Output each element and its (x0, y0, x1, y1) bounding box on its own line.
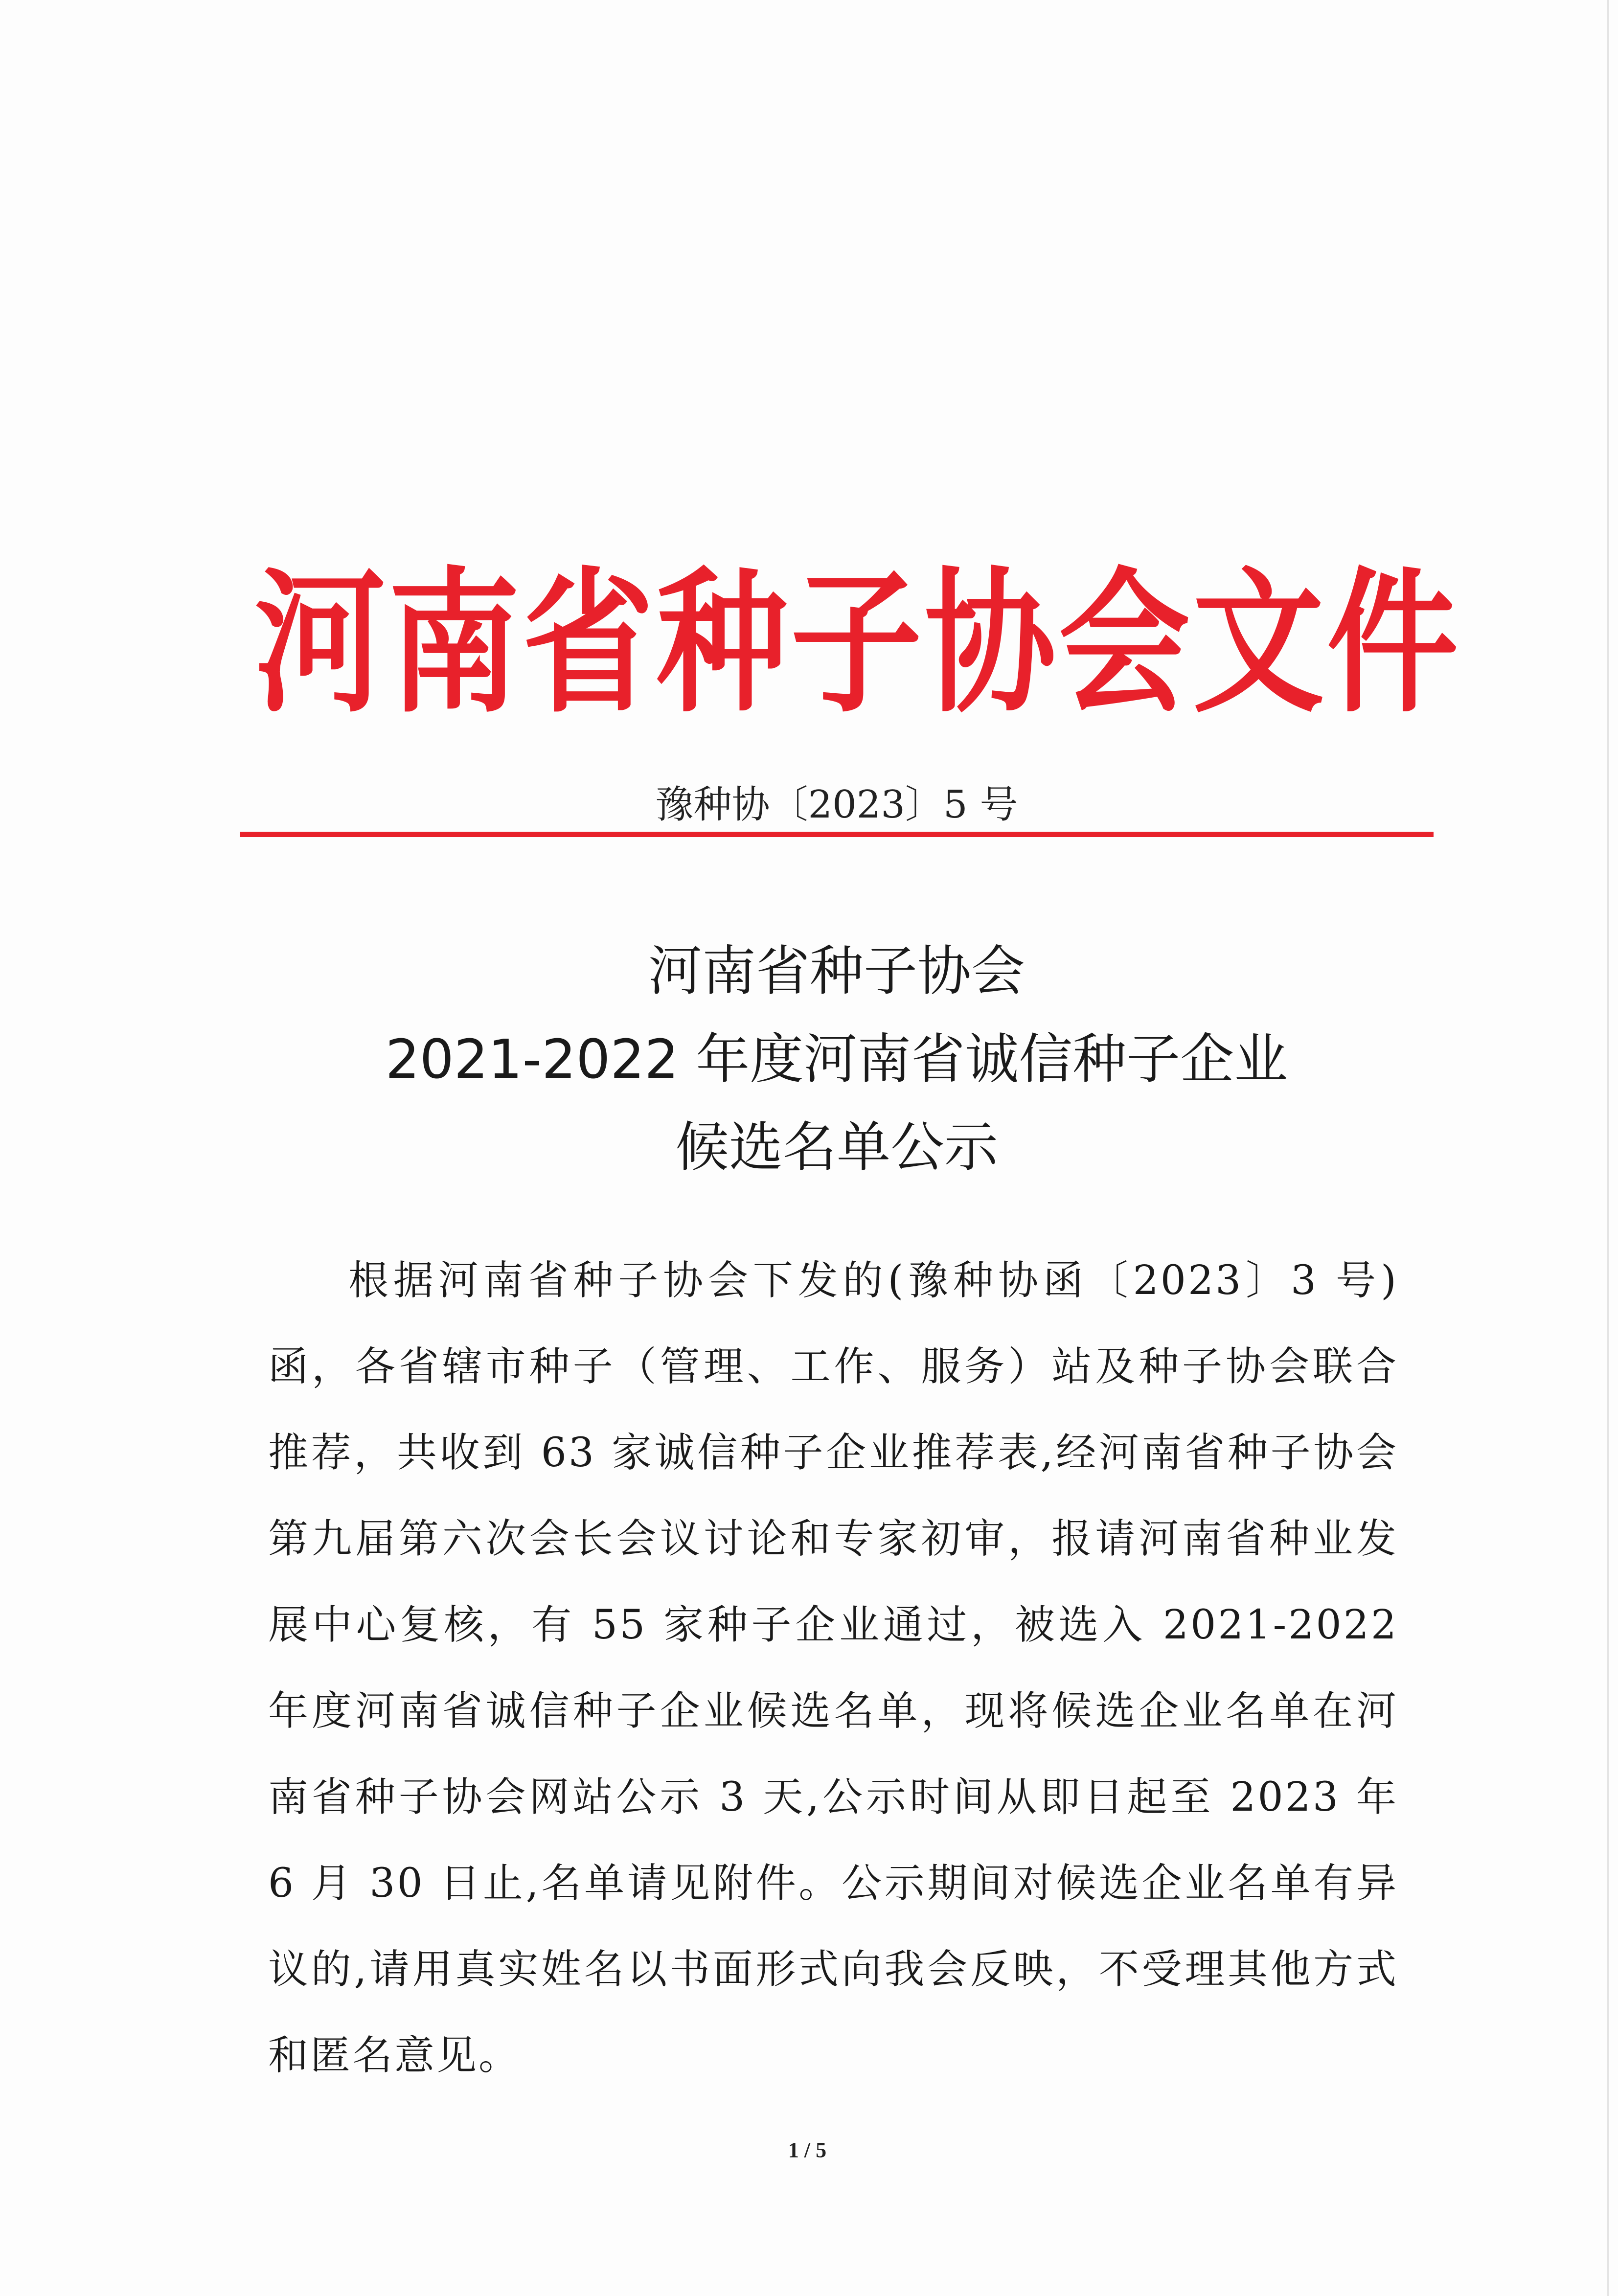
red-divider-line (240, 832, 1434, 837)
title-line-3: 候选名单公示 (675, 1116, 998, 1179)
document-title (240, 927, 1434, 1191)
title-line-2: 2021-2022 年度河南省诚信种子企业 (385, 1028, 1288, 1091)
scan-edge-line (1607, 0, 1609, 2296)
page-indicator: 1 / 5 (788, 2138, 827, 2162)
document-number: 豫种协〔2023〕5 号 (655, 783, 1018, 827)
issuer-header: 河南省种子协会文件 (254, 552, 1461, 734)
title-line-1: 河南省种子协会 (648, 940, 1025, 1002)
body-paragraph: 根据河南省种子协会下发的(豫种协函〔2023〕3 号)函，各省辖市种子（管理、工作、服务）站及种子协会联合推荐，共收到 63 家诚信种子企业推荐表,经河南省种子协会第九届第六次会长会议讨论和专家初审，报请河南省种业发展中心复核，有 55 家种子企业通过，被选入 2021-2022 年度河南省诚信种子企业候选名单，现将候选企业名单在河南省种子协会网站公示 3 天,公示时间从即日起至 2023 年 6 月 30 日止,名单请见附件。公示期间对候选企业名单有异议的,请用真实姓名以书面形式向我会反映，不受理其他方式和匿名意见。 (268, 1257, 1398, 2079)
